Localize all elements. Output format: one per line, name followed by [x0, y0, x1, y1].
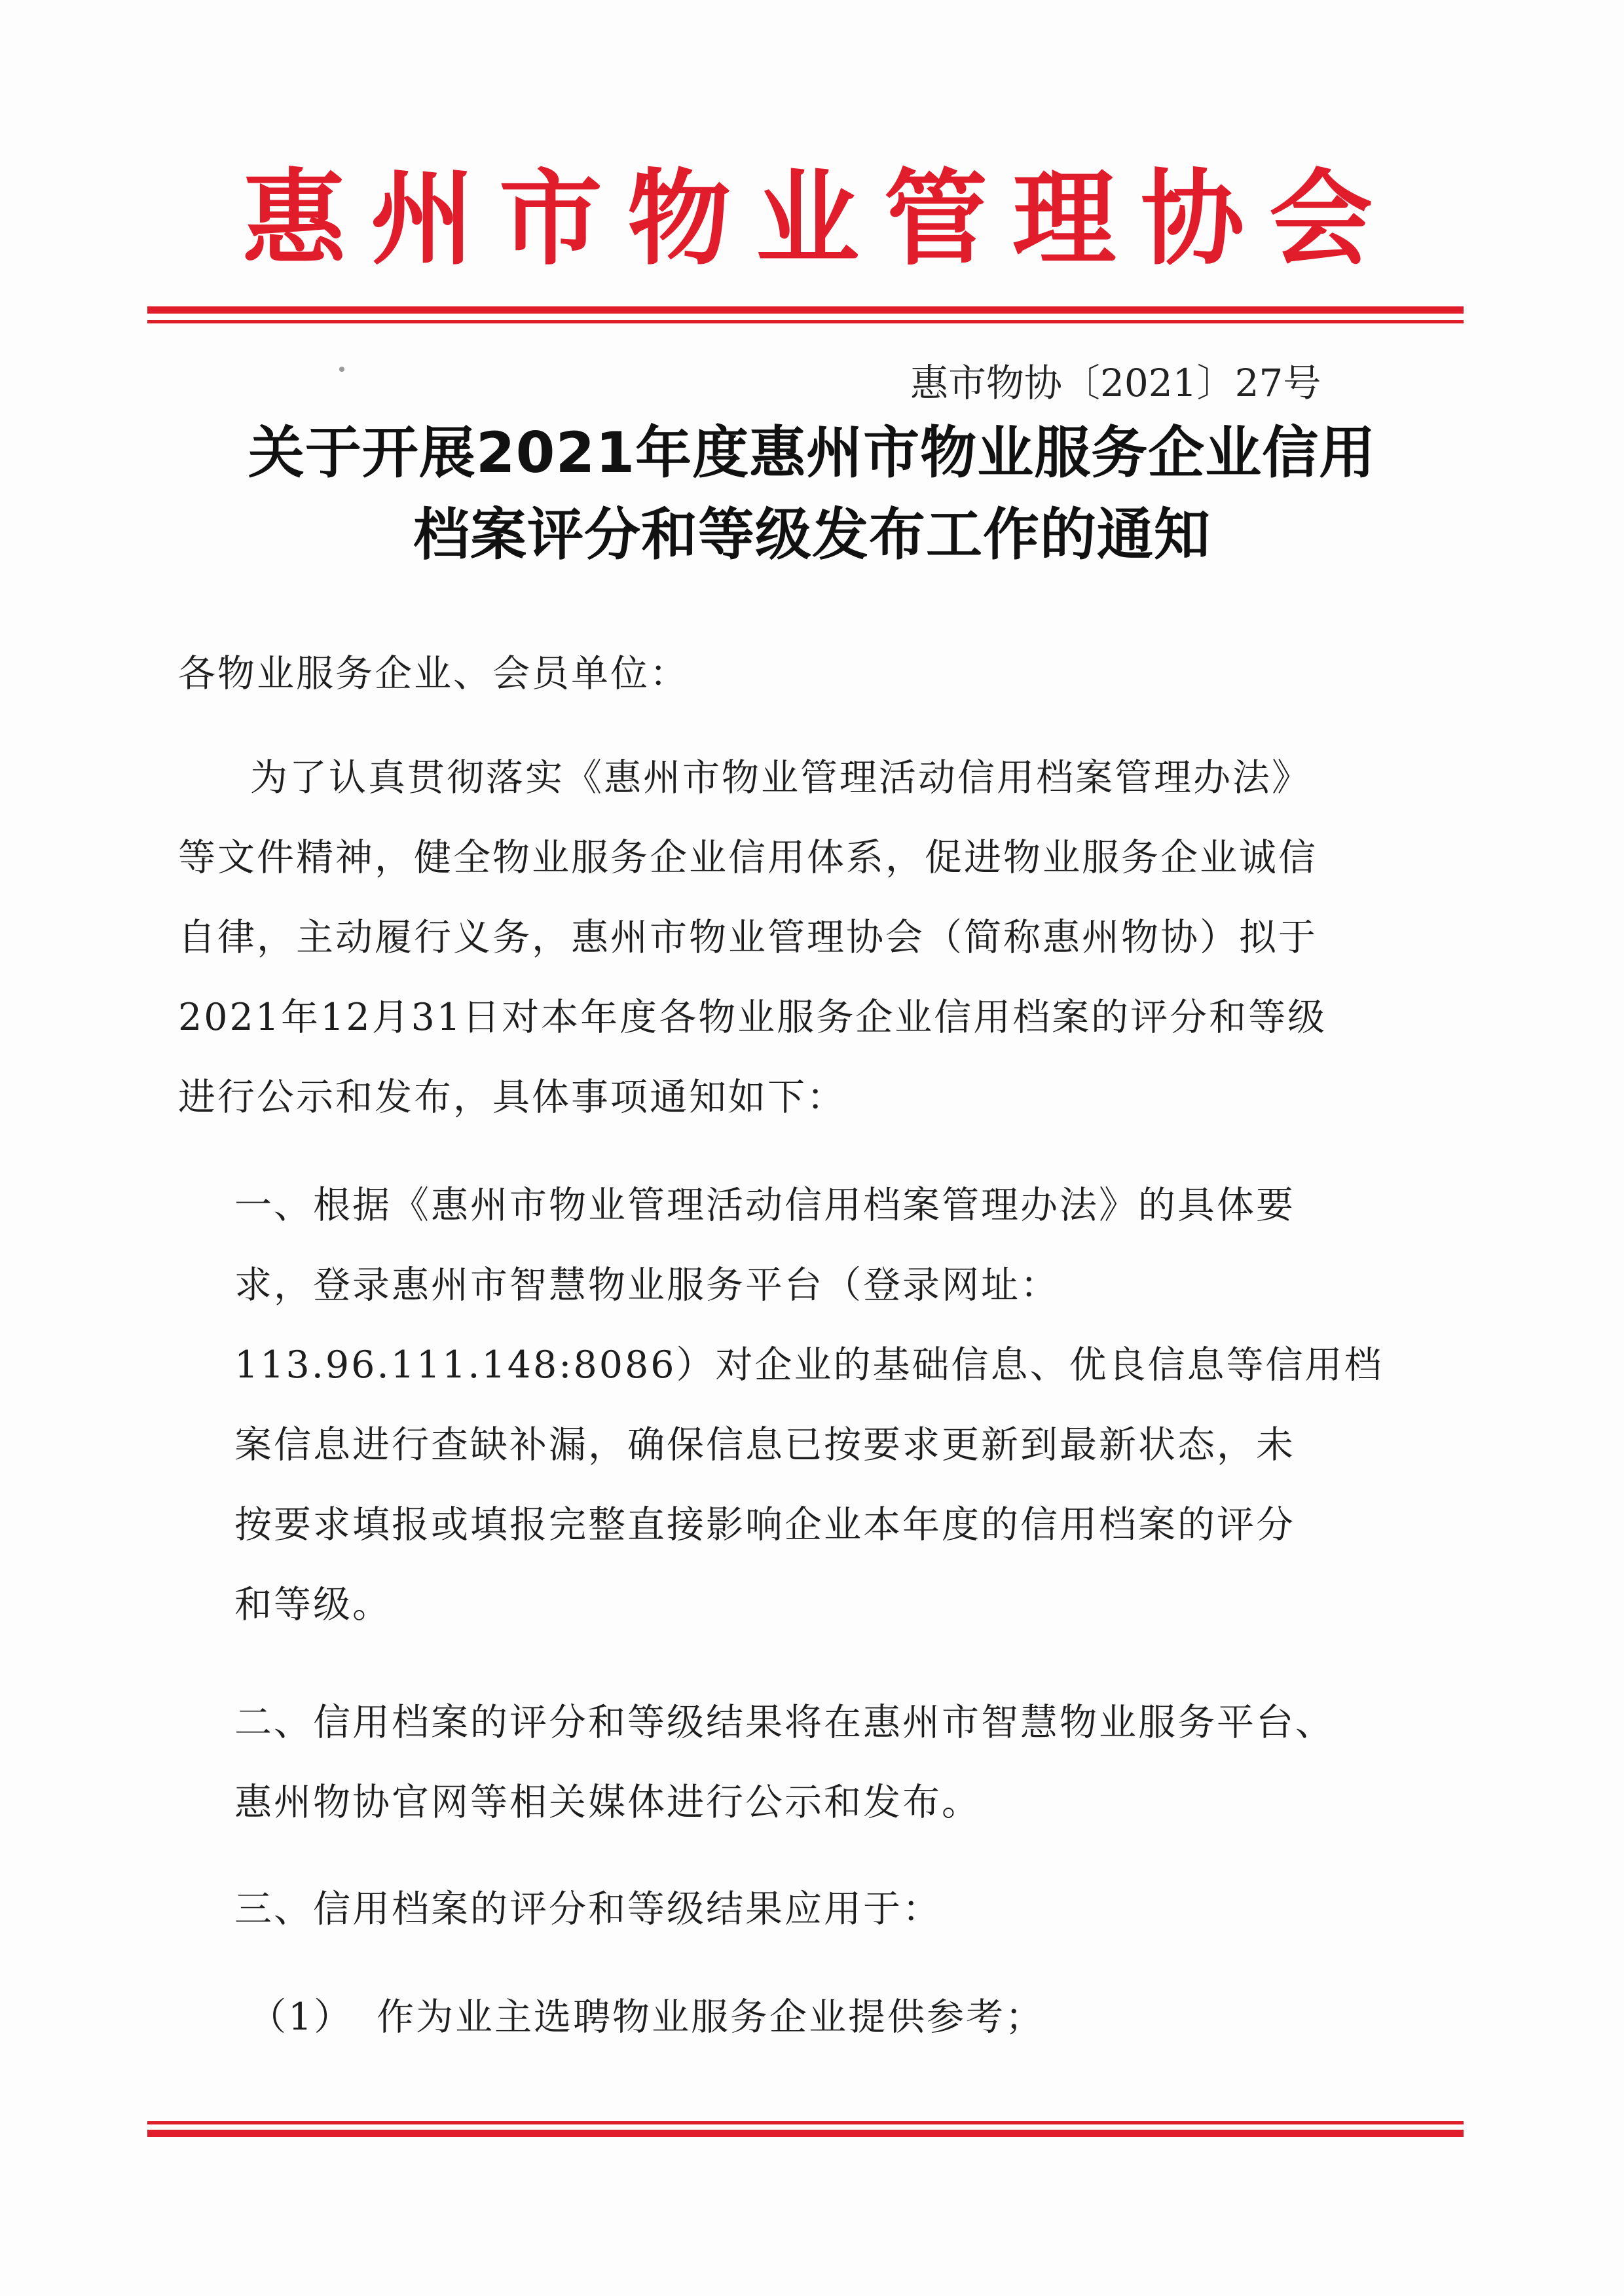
- sub-item-text: 作为业主选聘物业服务企业提供参考；: [377, 1995, 1044, 2039]
- intro-line: 为了认真贯彻落实《惠州市物业管理活动信用档案管理办法》: [250, 756, 1311, 799]
- item-2-line: 惠州物协官网等相关媒体进行公示和发布。: [234, 1781, 981, 1824]
- item-2-paragraph: [234, 1683, 1426, 1842]
- intro-line: 自律，主动履行义务，惠州市物业管理协会（简称惠州物协）拟于: [178, 916, 1318, 959]
- item-1-line: 按要求填报或填报完整直接影响企业本年度的信用档案的评分: [234, 1503, 1295, 1546]
- intro-paragraph: [178, 738, 1396, 1137]
- footer-rule-thin: [147, 2121, 1464, 2124]
- item-1-line: 和等级。: [234, 1583, 392, 1626]
- item-3-line: 三、信用档案的评分和等级结果应用于：: [234, 1887, 942, 1931]
- item-1-line: 一、根据《惠州市物业管理活动信用档案管理办法》的具体要: [234, 1184, 1295, 1227]
- scan-speck: [339, 367, 344, 372]
- footer-rule-thick: [147, 2130, 1464, 2137]
- letterhead-org-name: 惠州市物业管理协会: [242, 158, 1397, 280]
- letterhead-rule-thick: [147, 306, 1464, 314]
- document-title: [177, 412, 1447, 576]
- intro-line: 2021年12月31日对本年度各物业服务企业信用档案的评分和等级: [178, 996, 1327, 1039]
- document-number: 惠市物协〔2021〕27号: [910, 361, 1321, 405]
- title-line-1: 关于开展2021年度惠州市物业服务企业信用: [248, 420, 1376, 486]
- intro-line: 等文件精神，健全物业服务企业信用体系，促进物业服务企业诚信: [178, 836, 1318, 879]
- item-1-line: 求，登录惠州市智慧物业服务平台（登录网址：: [234, 1264, 1060, 1307]
- sub-item-number: （1）: [249, 1995, 354, 2039]
- letterhead-rule-thin: [147, 320, 1464, 323]
- salutation: 各物业服务企业、会员单位：: [178, 652, 689, 695]
- intro-line: 进行公示和发布，具体事项通知如下：: [178, 1076, 846, 1119]
- title-line-2: 档案评分和等级发布工作的通知: [413, 502, 1211, 568]
- item-1-line: 案信息进行查缺补漏，确保信息已按要求更新到最新状态，未: [234, 1423, 1295, 1467]
- item-1-line: 113.96.111.148:8086）对企业的基础信息、优良信息等信用档: [234, 1343, 1384, 1387]
- item-2-line: 二、信用档案的评分和等级结果将在惠州市智慧物业服务平台、: [234, 1701, 1335, 1744]
- item-3-paragraph: [234, 1869, 1426, 1949]
- sub-item-1: [249, 1977, 1428, 2057]
- item-1-paragraph: [234, 1165, 1426, 1645]
